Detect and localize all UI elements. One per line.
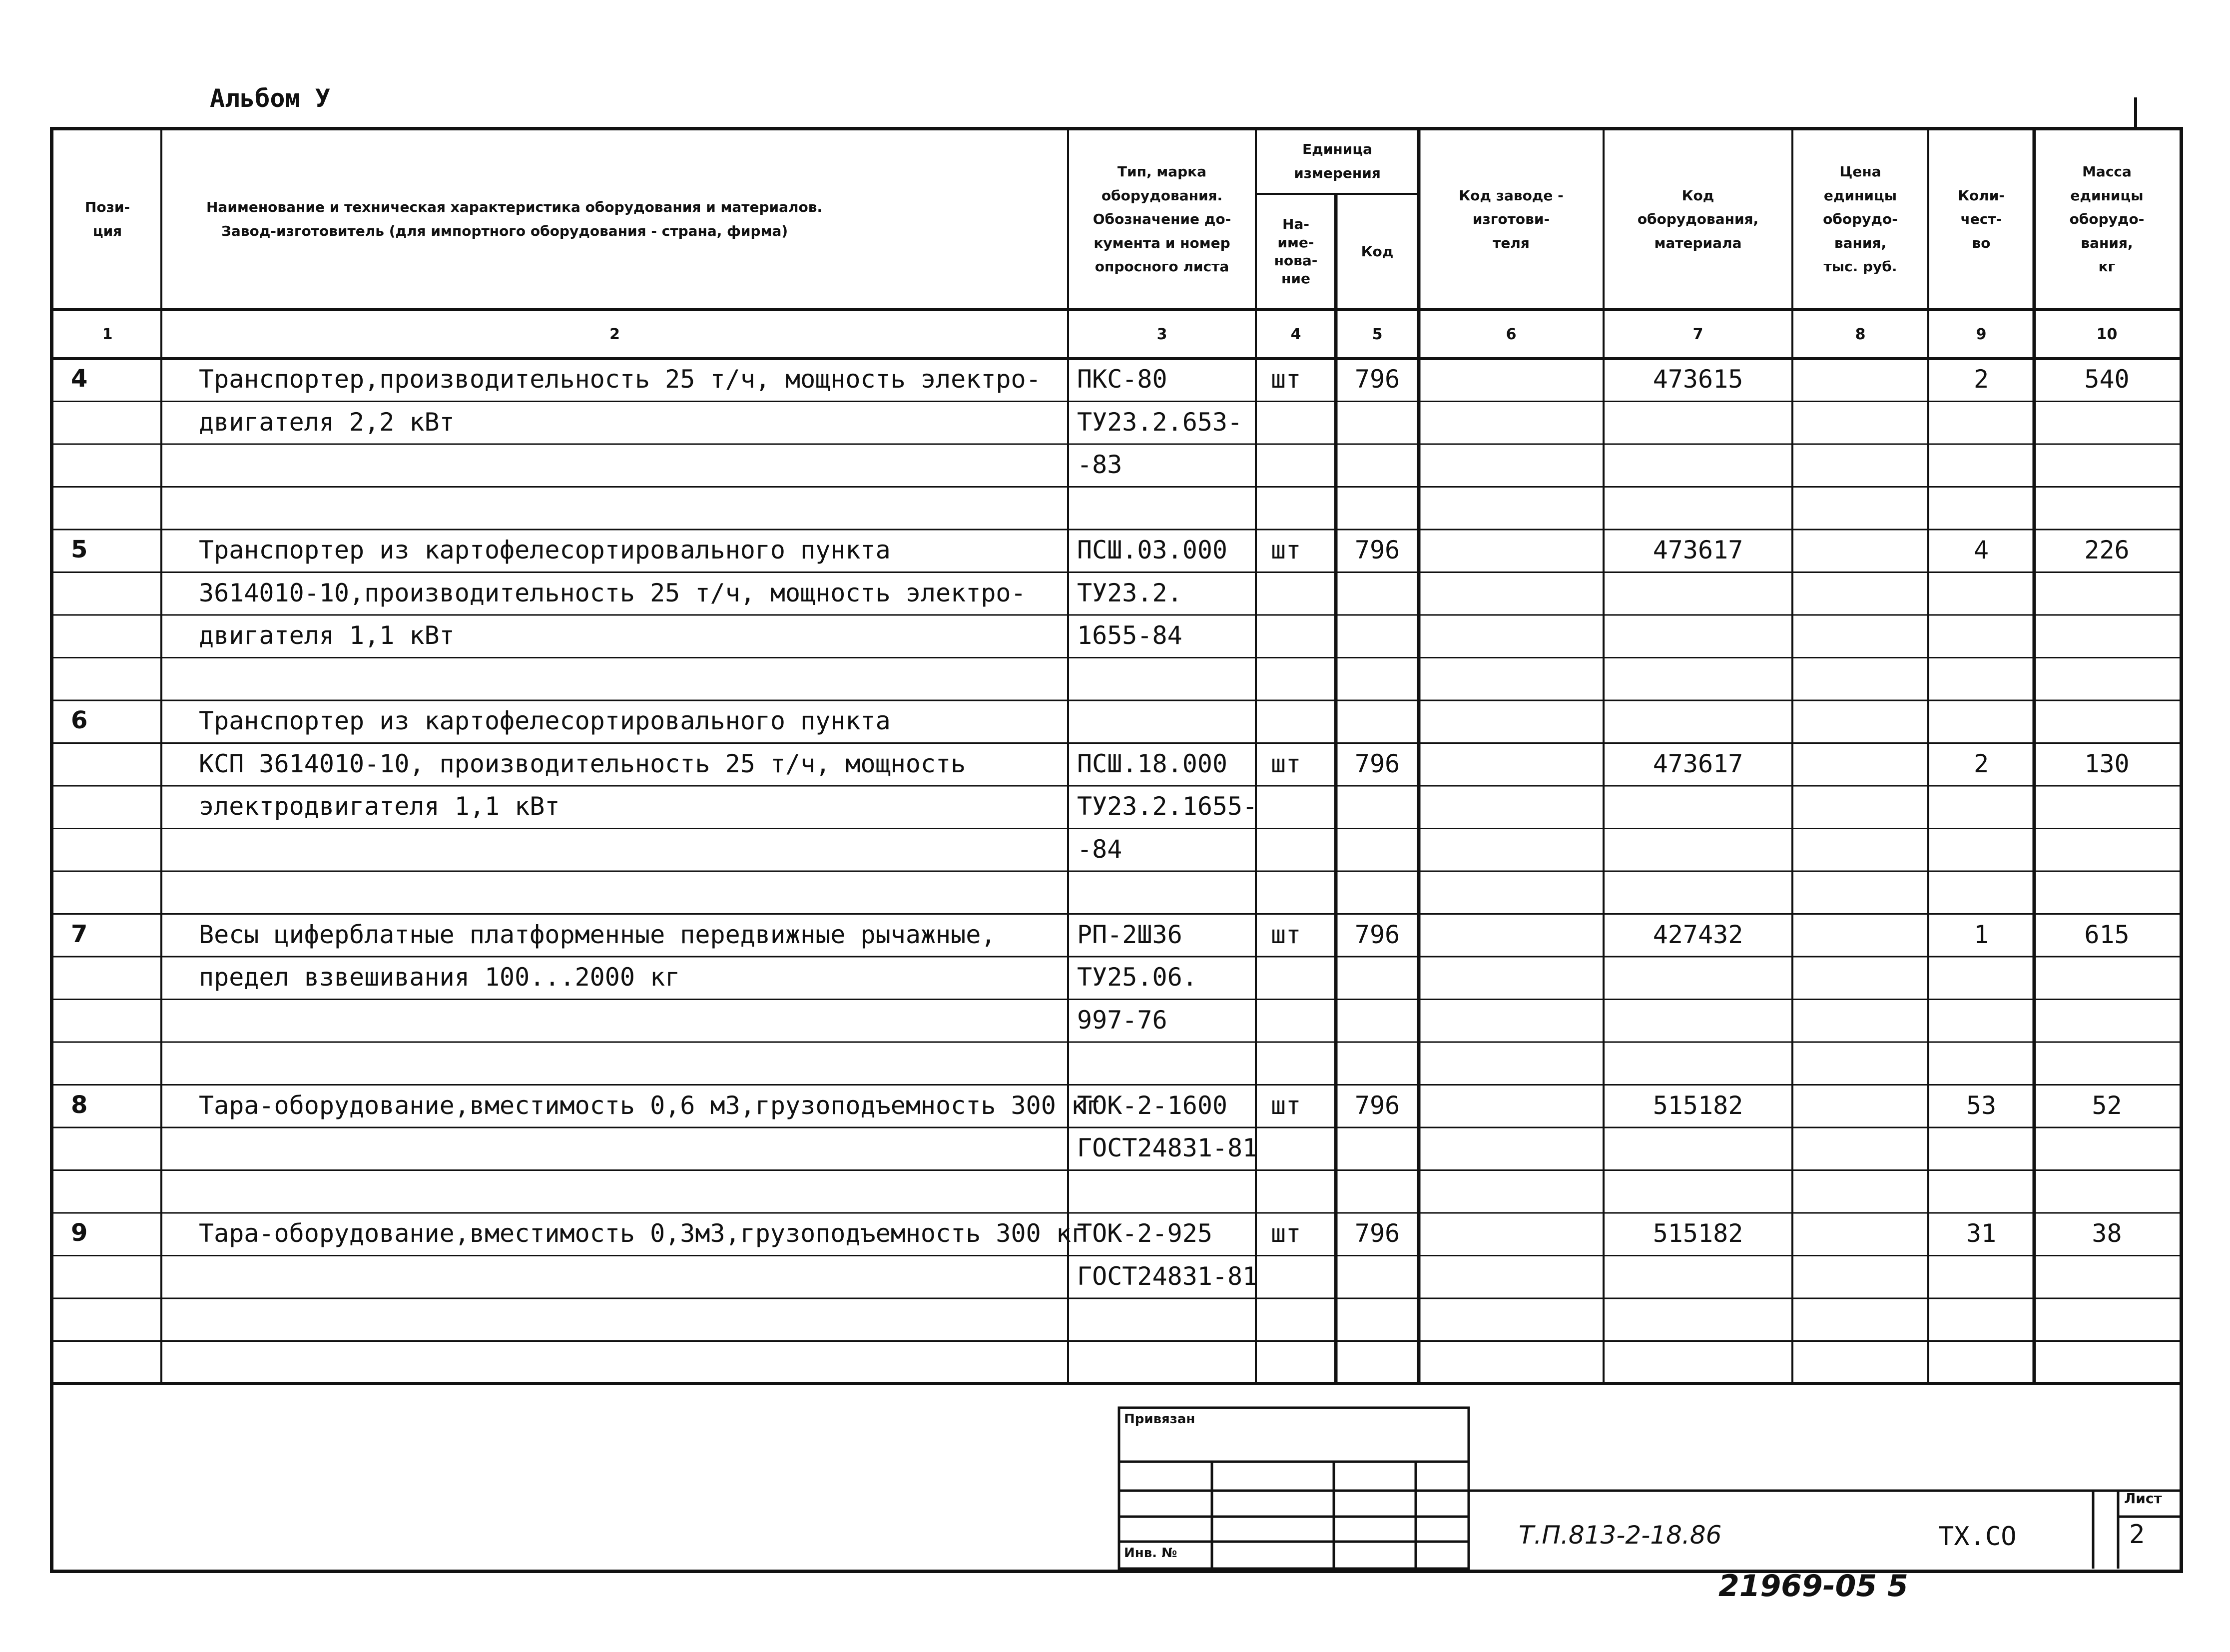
cell-type: ПКС-80 — [1077, 365, 1167, 394]
header-unit-mass: Масса единицы оборудо- вания, кг — [2069, 163, 2145, 275]
cell-type: ТУ23.2.1655- — [1077, 792, 1258, 821]
cell-name: двигателя 1,1 кВт — [199, 621, 455, 650]
cell-type: ГОСТ24831-81 — [1077, 1133, 1258, 1162]
header-name-characteristics: Наименование и техническая характеристика оборудования и материалов. Завод-изготовитель (для импортного оборудования - страна, фирма) — [206, 199, 823, 239]
cell-type: ТОК-2-1600 — [1077, 1091, 1228, 1120]
column-number: 5 — [1372, 325, 1383, 343]
cell-name: Тара-оборудование,вместимость 0,3м3,грузоподъемность 300 кг — [199, 1219, 1087, 1248]
cell-type: ПСШ.18.000 — [1077, 749, 1228, 778]
cell-unit: шт — [1271, 1219, 1301, 1248]
column-number: 3 — [1156, 325, 1167, 343]
column-number: 9 — [1976, 325, 1987, 343]
stamp-inventory-label: Инв. № — [1124, 1546, 1177, 1561]
cell-name: предел взвешивания 100...2000 кг — [199, 963, 680, 992]
cell-quantity: 1 — [1973, 920, 1989, 949]
column-number: 6 — [1506, 325, 1517, 343]
cell-unit: шт — [1271, 749, 1301, 778]
column-number: 8 — [1855, 325, 1866, 343]
cell-mass: 226 — [2084, 536, 2130, 564]
album-title: Альбом У — [210, 84, 330, 113]
column-number: 7 — [1692, 325, 1703, 343]
cell-type: ТУ23.2. — [1077, 578, 1182, 607]
cell-unit-code: 796 — [1354, 536, 1400, 564]
stamp-sheet-number: 2 — [2129, 1520, 2145, 1550]
cell-equipment-code: 473617 — [1653, 536, 1743, 564]
cell-mass: 38 — [2092, 1219, 2122, 1248]
cell-name: 3614010-10,производительность 25 т/ч, мощность электро- — [199, 578, 1026, 607]
stamp-document-mark: ТХ.СО — [1938, 1522, 2017, 1552]
cell-quantity: 31 — [1966, 1219, 1997, 1248]
cell-quantity: 2 — [1973, 365, 1989, 394]
cell-equipment-code: 473615 — [1653, 365, 1743, 394]
inventory-number: 21969-05 5 — [1718, 1569, 1908, 1604]
header-unit-group: Единица измерения — [1294, 141, 1381, 181]
cell-name: КСП 3614010-10, производительность 25 т/ч, мощность — [199, 749, 966, 778]
cell-unit: шт — [1271, 536, 1301, 564]
column-number: 4 — [1290, 325, 1301, 343]
cell-quantity: 4 — [1973, 536, 1989, 564]
cell-mass: 540 — [2084, 365, 2130, 394]
stamp-sheet-label: Лист — [2124, 1490, 2162, 1507]
cell-mass: 52 — [2092, 1091, 2122, 1120]
cell-quantity: 53 — [1966, 1091, 1997, 1120]
cell-type: 1655-84 — [1077, 621, 1182, 650]
cell-type: ТОК-2-925 — [1077, 1219, 1212, 1248]
cell-type: ГОСТ24831-81 — [1077, 1261, 1258, 1291]
cell-name: Весы циферблатные платформенные передвижные рычажные, — [199, 920, 996, 949]
cell-type: -83 — [1077, 450, 1122, 479]
stamp-document-code: Т.П.813-2-18.86 — [1519, 1521, 1722, 1550]
header-quantity: Коли- чест- во — [1958, 187, 2005, 251]
header-unit-price: Цена единицы оборудо- вания, тыс. руб. — [1823, 163, 1898, 275]
cell-unit: шт — [1271, 920, 1301, 949]
cell-mass: 130 — [2084, 749, 2130, 778]
cell-equipment-code: 427432 — [1653, 920, 1743, 949]
header-type-mark: Тип, марка оборудования. Обозначение до- кумента и номер опросного листа — [1093, 163, 1231, 275]
column-number: 2 — [609, 325, 620, 343]
cell-position: 4 — [71, 365, 88, 393]
cell-equipment-code: 473617 — [1653, 749, 1743, 778]
column-number: 10 — [2096, 325, 2118, 343]
header-manufacturer-code: Код заводе - изготови- теля — [1459, 187, 1564, 251]
cell-position: 8 — [71, 1091, 88, 1119]
cell-equipment-code: 515182 — [1653, 1219, 1743, 1248]
cell-position: 5 — [71, 536, 88, 563]
cell-quantity: 2 — [1973, 749, 1989, 778]
cell-mass: 615 — [2084, 920, 2130, 949]
cell-name: электродвигателя 1,1 кВт — [199, 792, 560, 821]
cell-position: 7 — [71, 920, 88, 948]
cell-unit: шт — [1271, 365, 1301, 394]
cell-unit-code: 796 — [1354, 1219, 1400, 1248]
cell-unit: шт — [1271, 1091, 1301, 1120]
column-number: 1 — [102, 325, 113, 343]
header-equipment-code: Код оборудования, материала — [1637, 187, 1759, 251]
cell-name: Транспортер из картофелесортировального пункта — [199, 536, 891, 564]
cell-type: -84 — [1077, 834, 1122, 864]
cell-type: ТУ25.06. — [1077, 963, 1197, 992]
cell-unit-code: 796 — [1354, 749, 1400, 778]
header-unit-name: На- име- нова- ние — [1274, 216, 1318, 287]
stamp-attached-label: Привязан — [1124, 1412, 1195, 1427]
cell-unit-code: 796 — [1354, 1091, 1400, 1120]
cell-type: ТУ23.2.653- — [1077, 407, 1243, 437]
cell-unit-code: 796 — [1354, 365, 1400, 394]
cell-unit-code: 796 — [1354, 920, 1400, 949]
cell-position: 6 — [71, 706, 88, 734]
cell-equipment-code: 515182 — [1653, 1091, 1743, 1120]
cell-name: двигателя 2,2 кВт — [199, 407, 455, 437]
header-unit-code: Код — [1361, 243, 1394, 260]
cell-position: 9 — [71, 1219, 88, 1247]
cell-type: РП-2Ш36 — [1077, 920, 1182, 949]
header-position: Пози- ция — [84, 199, 130, 239]
cell-type: 997-76 — [1077, 1005, 1167, 1035]
cell-type: ПСШ.03.000 — [1077, 536, 1228, 564]
cell-name: Транспортер,производительность 25 т/ч, мощность электро- — [199, 365, 1041, 394]
cell-name: Транспортер из картофелесортировального пункта — [199, 706, 891, 735]
cell-name: Тара-оборудование,вместимость 0,6 м3,грузоподъемность 300 кг — [199, 1091, 1102, 1120]
